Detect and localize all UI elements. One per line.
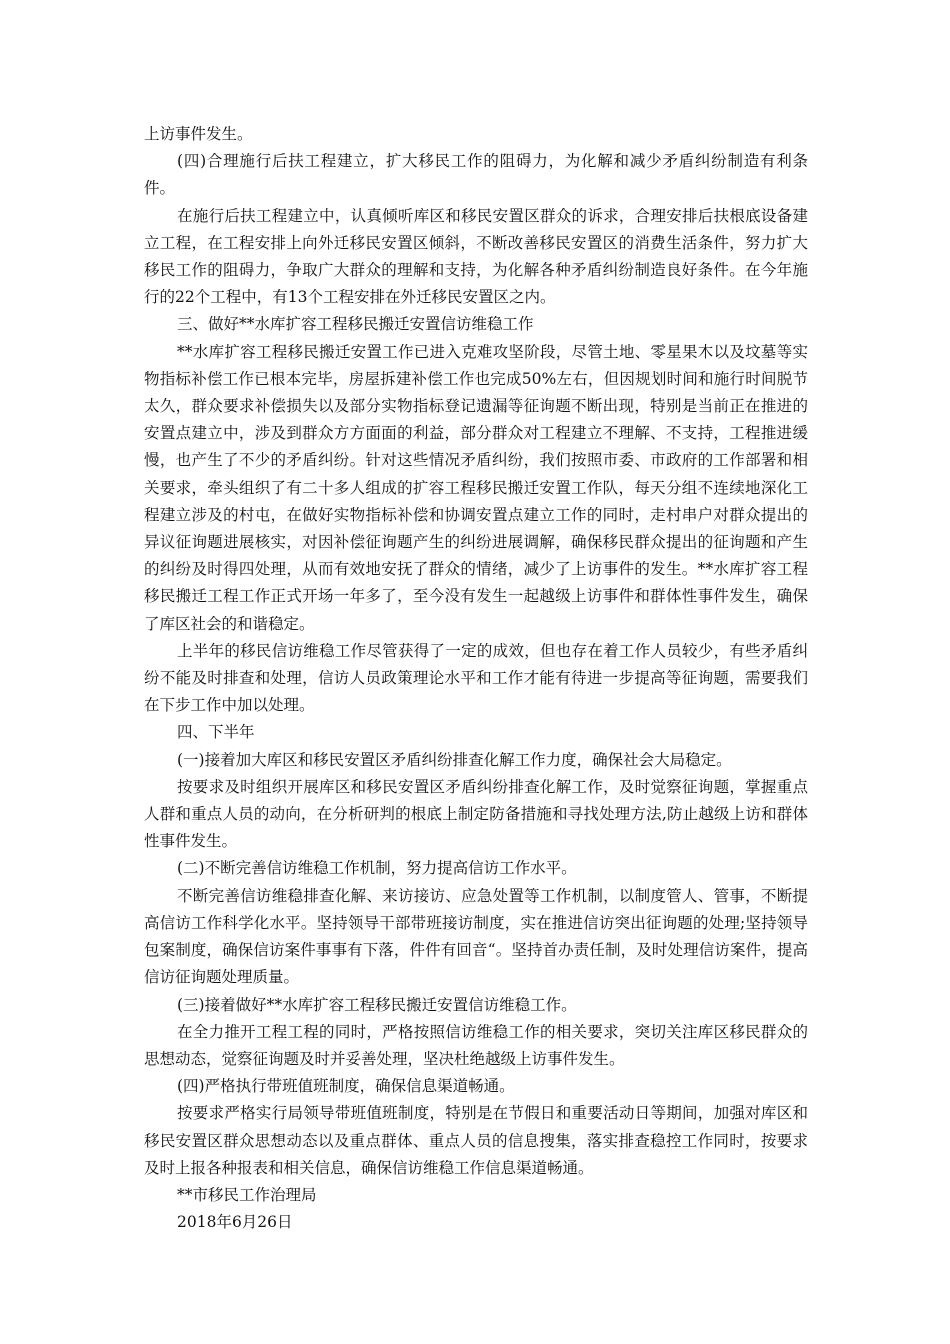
- paragraph-continuation: 上访事件发生。: [144, 125, 253, 143]
- paragraph-body: 在全力推开工程工程的同时，严格按照信访维稳工作的相关要求，突切关注库区移民群众的思想动态，觉察征询题及时并妥善处理，坚决杜绝越级上访事件发生。: [144, 1022, 808, 1068]
- subsection-heading-4: (四)严格执行带班值班制度，确保信息渠道畅通。: [177, 1077, 515, 1096]
- paragraph-body: 上半年的移民信访维稳工作尽管获得了一定的成效，但也存在着工作人员较少，有些矛盾纠纷不能及时排查和处理，信访人员政策理论水平和工作才能有待进一步提高等征询题，需要我们在下步工作中加以处理。: [144, 641, 808, 715]
- paragraph-body: 按要求及时组织开展库区和移民安置区矛盾纠纷排查化解工作，及时觉察征询题，掌握重点人群和重点人员的动向，在分析研判的根底上制定防备措施和寻找处理方法,防止越级上访和群体性事件发生。: [144, 777, 808, 851]
- paragraph-body: 在施行后扶工程建立中，认真倾听库区和移民安置区群众的诉求，合理安排后扶根底设备建立工程，在工程安排上向外迁移民安置区倾斜，不断改善移民安置区的消费生活条件，努力扩大移民工作的阻碍力，争取广大群众的理解和支持，为化解各种矛盾纠纷制造良好条件。在今年施行的22个工程中，有13个工程安排在外迁移民安置区之内。: [144, 206, 808, 307]
- section-heading-3: 三、做好**水库扩容工程移民搬迁安置信访维稳工作: [177, 315, 534, 334]
- signature-organization: **市移民工作治理局: [177, 1185, 317, 1204]
- subsection-heading-2: (二)不断完善信访维稳工作机制，努力提高信访工作水平。: [177, 859, 577, 878]
- paragraph-body: 按要求严格实行局领导带班值班制度，特别是在节假日和重要活动日等期间，加强对库区和移民安置区群众思想动态以及重点群体、重点人员的信息搜集，落实排查稳控工作同时，按要求及时上报各种报表和相关信息，确保信访维稳工作信息渠道畅通。: [144, 1104, 808, 1177]
- paragraph-body: **水库扩容工程移民搬迁安置工作已进入克难攻坚阶段，尽管土地、零星果木以及坟墓等实物指标补偿工作已根本完毕，房屋拆建补偿工作也完成50%左右，但因规划时间和施行时间脱节太久，群众要求补偿损失以及部分实物指标登记遗漏等征询题不断出现，特别是当前正在推进的安置点建立中，涉及到群众方方面面的利益，部分群众对工程建立不理解、不支持，工程推进缓慢，也产生了不少的矛盾纠纷。针对这些情况矛盾纠纷，我们按照市委、市政府的工作部署和相关要求，牵头组织了有二十多人组成的扩容工程移民搬迁安置工作队，每天分组不连续地深化工程建立涉及的村屯，在做好实物指标补偿和协调安置点建立工作的同时，走村串户对群众提出的异议征询题进展核实，对因补偿征询题产生的纠纷进展调解，确保移民群众提出的征询题和产生的纠纷及时得四处理，从而有效地安抚了群众的情绪，减少了上访事件的发生。**水库扩容工程移民搬迁工程工作正式开场一年多了，至今没有发生一起越级上访事件和群体性事件发生，确保了库区社会的和谐稳定。: [144, 342, 808, 633]
- subsection-heading-1: (一)接着加大库区和移民安置区矛盾纠纷排查化解工作力度，确保社会大局稳定。: [177, 750, 732, 769]
- signature-date: 2018年6月26日: [177, 1213, 293, 1232]
- subsection-heading-3: (三)接着做好**水库扩容工程移民搬迁安置信访维稳工作。: [177, 995, 577, 1014]
- section-heading-4: 四、下半年: [177, 723, 255, 742]
- paragraph-section-4-heading: (四)合理施行后扶工程建立，扩大移民工作的阻碍力，为化解和减少矛盾纠纷制造有利条件。: [144, 152, 808, 198]
- document-body: [144, 121, 808, 1236]
- paragraph-body: 不断完善信访维稳排查化解、来访接访、应急处置等工作机制，以制度管人、管事，不断提高信访工作科学化水平。坚持领导干部带班接访制度，实在推进信访突出征询题的处理;坚持领导包案制度，确保信访案件事事有下落，件件有回音“。坚持首办责任制，及时处理信访案件，提高信访征询题处理质量。: [144, 886, 808, 987]
